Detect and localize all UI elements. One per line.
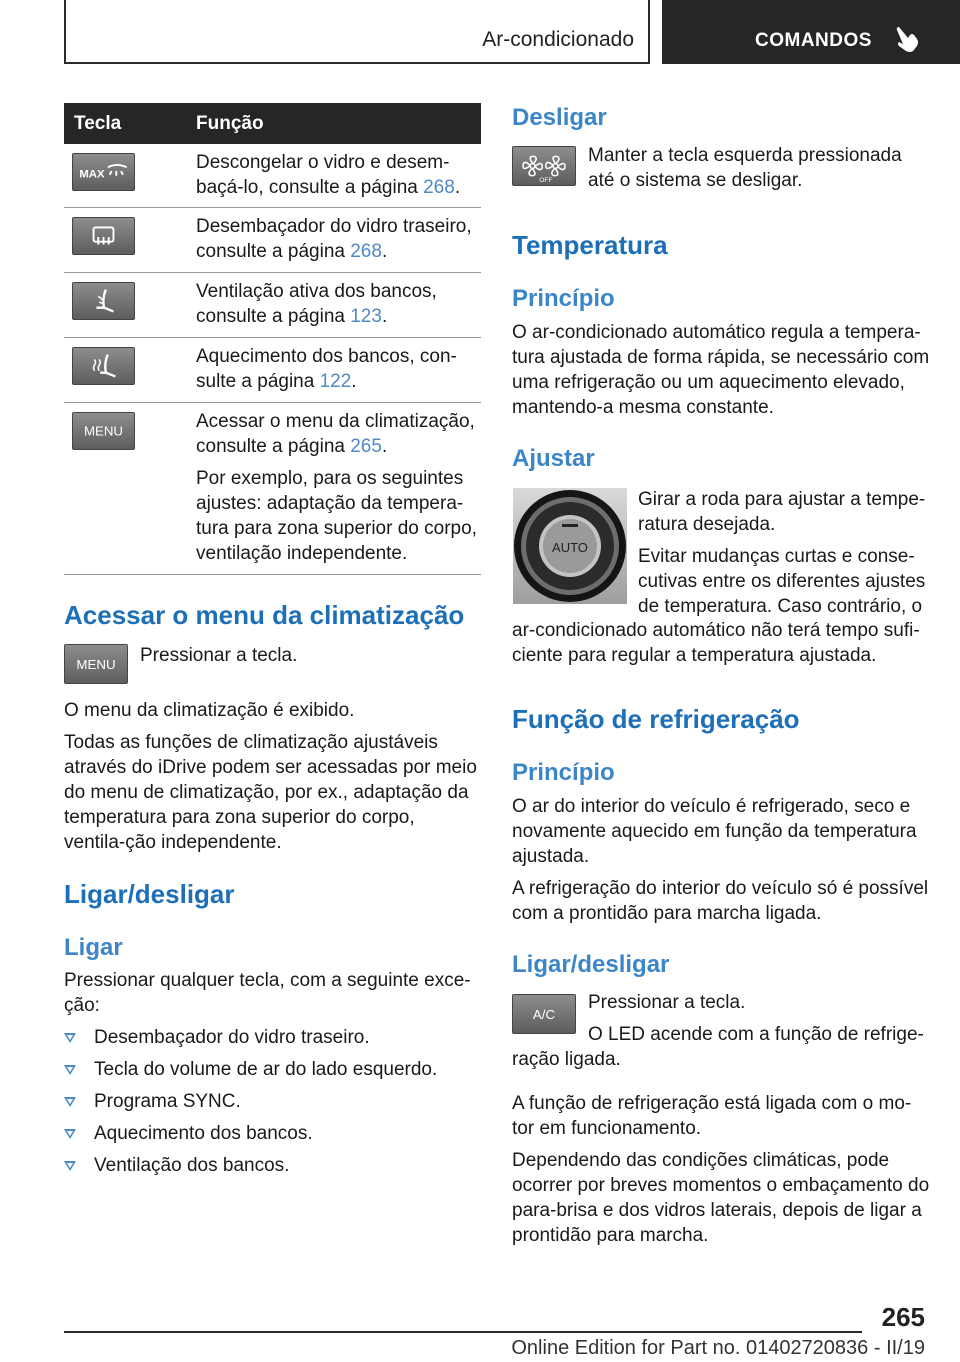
table-row <box>64 144 481 208</box>
key-function-table <box>64 103 481 575</box>
list-item: Ventilação dos bancos. <box>64 1153 481 1178</box>
table-row <box>64 338 481 403</box>
heading-principle: Princípio <box>512 285 615 312</box>
triangle-bullet-icon <box>64 1097 76 1107</box>
cooling-led-text-cont: ração ligada. <box>512 1049 621 1070</box>
adjust-text-cont: ar-condicionado automático não terá tempo sufi-ciente para regular a temperatura ajustada. <box>512 620 920 666</box>
svg-text:MENU: MENU <box>83 423 124 439</box>
heading-off: Desligar <box>512 104 607 131</box>
svg-text:OFF: OFF <box>539 177 553 185</box>
column-header-function: Função <box>196 113 264 134</box>
heading-on: Ligar <box>64 934 123 961</box>
seat-ventilation-icon <box>72 282 135 320</box>
heading-adjust: Ajustar <box>512 445 595 472</box>
cooling-press-text: Pressionar a tecla. O LED acende com a função de refrige- <box>588 992 924 1045</box>
pointing-hand-icon <box>895 24 921 54</box>
rear-window-defrost-icon <box>72 217 135 255</box>
page-ref-link[interactable]: 265 <box>350 436 382 457</box>
row-extra-text: Por exemplo, para os seguintes ajustes: adaptação da tempera-tura para zona superior do corpo, ventilação independente. <box>196 468 477 564</box>
seat-heating-icon <box>72 347 135 385</box>
page-ref-link[interactable]: 122 <box>319 371 352 392</box>
footer-divider <box>64 1331 862 1333</box>
table-row <box>64 208 481 273</box>
page-ref-link[interactable]: 268 <box>350 241 382 262</box>
row-text: Aquecimento dos bancos, con-sulte a página 122. <box>196 346 457 392</box>
ac-key-icon <box>512 994 576 1034</box>
triangle-bullet-icon <box>64 1065 76 1075</box>
svg-text:A/C: A/C <box>532 1006 556 1022</box>
principle-text: O ar-condicionado automático regula a tempera-tura ajustada de forma rápida, se necessário com uma refrigeração ou um aquecimento elevado, mantendo-a mesma constante. <box>512 322 930 418</box>
triangle-bullet-icon <box>64 1129 76 1139</box>
max-defrost-icon <box>72 153 135 191</box>
heading-cooling-principle: Princípio <box>512 759 615 786</box>
svg-text:MENU: MENU <box>76 656 116 672</box>
menu-press-text: Pressionar a tecla. <box>140 645 298 666</box>
menu-key-icon <box>64 644 128 684</box>
list-item: Aquecimento dos bancos. <box>64 1121 481 1146</box>
list-item: Programa SYNC. <box>64 1089 481 1114</box>
table-row <box>64 403 481 575</box>
row-text: Desembaçador do vidro traseiro, consulte a página 268. <box>196 216 472 262</box>
page-number: 265 <box>881 1302 925 1332</box>
triangle-bullet-icon <box>64 1033 76 1043</box>
row-text: Acessar o menu da climatização, consulte a página 265. Por exemplo, para os seguintes ajustes: adaptação da tempera-tura para zona superior do corpo, ventilação independente. <box>196 409 481 566</box>
off-text: Manter a tecla esquerda pressionada até o sistema se desligar. <box>588 145 902 191</box>
exception-list <box>64 1025 481 1185</box>
list-item: Desembaçador do vidro traseiro. <box>64 1025 481 1050</box>
chapter-title: COMANDOS <box>755 30 872 51</box>
table-row <box>64 273 481 338</box>
header-chapter-tab <box>662 0 960 64</box>
cooling-text: A função de refrigeração está ligada com o mo-tor em funcionamento. Dependendo das condições climáticas, pode ocorrer por breves momentos o embaçamento do para-brisa e dos vidros laterais, depois de ligar a prontidão para marcha. <box>512 1093 930 1246</box>
heading-cooling-function: Função de refrigeração <box>512 704 800 734</box>
section-title: Ar-condicionado <box>482 28 634 51</box>
heading-temperature: Temperatura <box>512 230 668 260</box>
menu-key-icon <box>72 412 135 450</box>
row-text: Descongelar o vidro e desem-baçá-lo, consulte a página 268. <box>196 152 461 198</box>
on-text: Pressionar qualquer tecla, com a seguinte exce-ção: <box>64 970 471 1016</box>
heading-menu-climatization: Acessar o menu da climatização <box>64 600 465 630</box>
column-header-key: Tecla <box>74 113 122 134</box>
svg-text:MAX: MAX <box>79 168 105 181</box>
heading-cooling-on-off: Ligar/desligar <box>512 951 670 978</box>
menu-text: O menu da climatização é exibido. Todas as funções de climatização ajustáveis através do iDrive podem ser acessadas por meio do menu de climatização, por ex., adaptação da temperatura para zona superior do corpo, ventila-ção independente. <box>64 700 477 853</box>
list-item: Tecla do volume de ar do lado esquerdo. <box>64 1057 481 1082</box>
heading-on-off: Ligar/desligar <box>64 879 235 909</box>
adjust-text: Girar a roda para ajustar a tempe-ratura desejada. Evitar mudanças curtas e conse-cutivas entre os diferentes ajustes de temperatura. Caso contrário, o <box>638 489 926 617</box>
page-ref-link[interactable]: 268 <box>423 177 455 198</box>
edition-text: Online Edition for Part no. 01402720836 - II/19 <box>511 1337 925 1359</box>
svg-text:AUTO: AUTO <box>552 540 588 555</box>
fan-off-key-icon <box>512 146 576 186</box>
temperature-knob-image <box>513 488 627 604</box>
cooling-principle-text: O ar do interior do veículo é refrigerado, seco e novamente aquecido em função da temperatura ajustada. A refrigeração do interior do veículo só é possível com a prontidão para marcha ligada. <box>512 796 929 924</box>
header-section-tab <box>64 0 650 64</box>
triangle-bullet-icon <box>64 1161 76 1171</box>
row-text: Ventilação ativa dos bancos, consulte a página 123. <box>196 281 437 327</box>
table-header <box>64 103 481 144</box>
page-ref-link[interactable]: 123 <box>350 306 382 327</box>
